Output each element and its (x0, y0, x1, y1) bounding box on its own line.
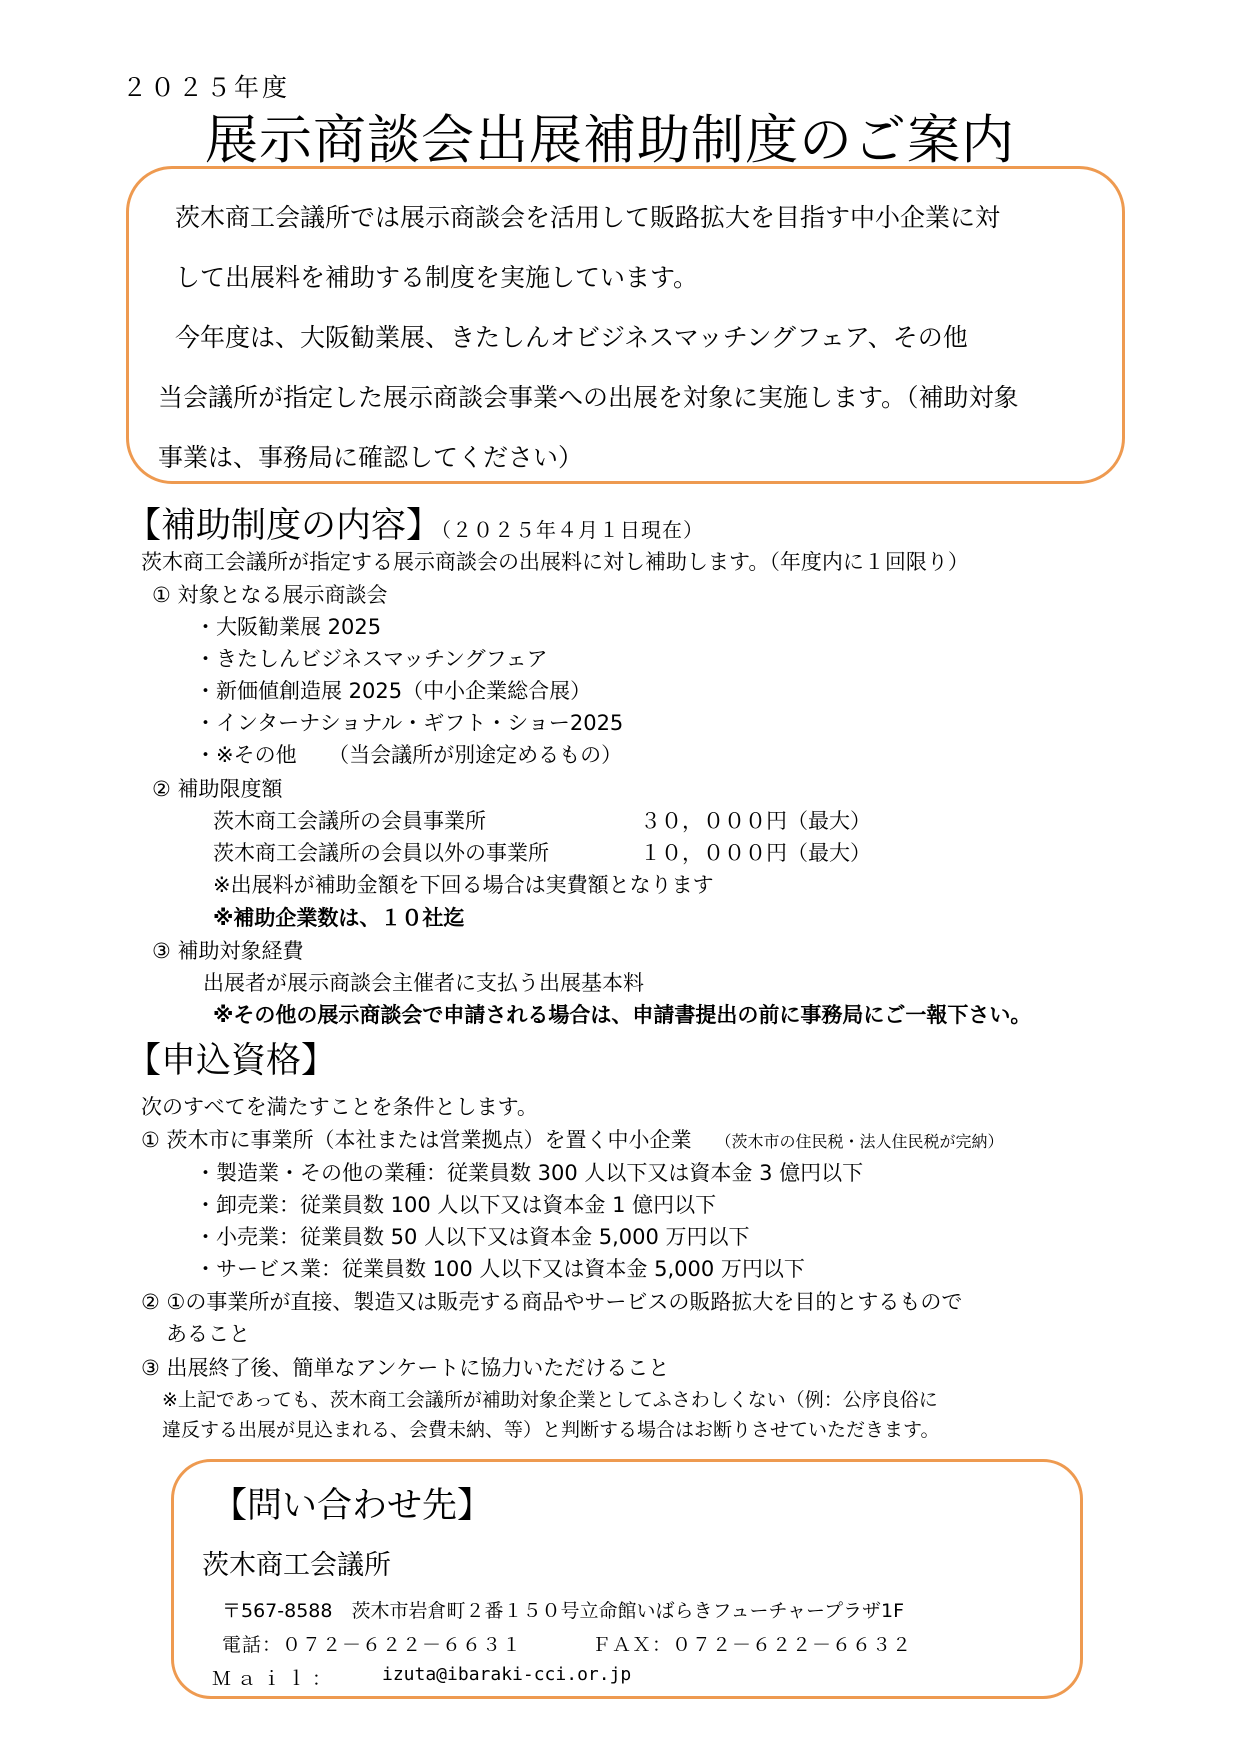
event-item: ・インターナショナル・ギフト・ショー2025 (195, 711, 624, 735)
refusal-note-1: ※上記であっても、茨木商工会議所が補助対象企業としてふさわしくない（例：公序良俗に (162, 1389, 938, 1411)
subsidy-heading-text: 【補助制度の内容】 (126, 506, 442, 546)
contact-heading: 【問い合わせ先】 (212, 1486, 493, 1526)
intro-line-4: 当会議所が指定した展示商談会事業への出展を対象に実施します。（補助対象 (158, 383, 1019, 412)
limit-label-nonmember: 茨木商工会議所の会員以外の事業所 (213, 841, 549, 865)
limit-amount-member: ３０，０００円（最大） (640, 809, 871, 833)
other-events-note: ※その他の展示商談会で申請される場合は、申請書提出の前に事務局にご一報下さい。 (213, 1003, 1032, 1027)
contact-fax: ＦＡＸ：０７２－６２２－６６３２ (592, 1634, 913, 1656)
intro-line-1: 茨木商工会議所では展示商談会を活用して販路拡大を目指す中小企業に対 (175, 203, 1001, 232)
intro-line-5: 事業は、事務局に確認してください） (158, 443, 584, 472)
industry-item: ・製造業・その他の業種：従業員数 300 人以下又は資本金 3 億円以下 (195, 1161, 864, 1185)
contact-address: 〒567-8588 茨木市岩倉町２番１５０号立命館いばらきフューチャープラザ1F (222, 1600, 905, 1622)
industry-item: ・卸売業：従業員数 100 人以下又は資本金 1 億円以下 (195, 1193, 717, 1217)
page-title: 展示商談会出展補助制度のご案内 (205, 110, 1015, 171)
event-item: ・新価値創造展 2025（中小企業総合展） (195, 679, 592, 703)
as-of-date: （２０２５年４月１日現在） (441, 518, 705, 542)
section-heading-subsidy (126, 498, 704, 548)
limit-amount-nonmember: １０，０００円（最大） (640, 841, 871, 865)
limit-label-member: 茨木商工会議所の会員事業所 (213, 809, 486, 833)
item-target-events: ① 対象となる展示商談会 (152, 583, 388, 607)
company-cap-note: ※補助企業数は、１０社迄 (213, 906, 465, 930)
industry-item: ・小売業：従業員数 50 人以下又は資本金 5,000 万円以下 (195, 1225, 750, 1249)
condition-1 (141, 1124, 1004, 1154)
fiscal-year: ２０２５年度 (122, 73, 291, 102)
mail-label: Ｍａｉｌ： (212, 1668, 338, 1690)
item-eligible-expenses: ③ 補助対象経費 (152, 939, 304, 963)
condition-1-note: （茨木市の住民税・法人住民税が完納） (715, 1132, 1004, 1151)
condition-2: ② ①の事業所が直接、製造又は販売する商品やサービスの販路拡大を目的とするもので (141, 1290, 963, 1314)
intro-line-3: 今年度は、大阪勧業展、きたしんオビジネスマッチングフェア、その他 (175, 323, 968, 352)
contact-email[interactable]: izuta@ibaraki-cci.or.jp (382, 1664, 632, 1685)
condition-1-text: ① 茨木市に事業所（本社または営業拠点）を置く中小企業 (141, 1128, 692, 1152)
intro-line-2: して出展料を補助する制度を実施しています。 (175, 263, 699, 292)
refusal-note-2: 違反する出展が見込まれる、会費未納、等）と判断する場合はお断りさせていただきます。 (162, 1419, 940, 1441)
condition-3: ③ 出展終了後、簡単なアンケートに協力いただけること (141, 1356, 670, 1380)
item-subsidy-limit: ② 補助限度額 (152, 777, 283, 801)
expense-text: 出展者が展示商談会主催者に支払う出展基本料 (203, 971, 644, 995)
eligibility-lead: 次のすべてを満たすことを条件とします。 (141, 1095, 538, 1119)
industry-item: ・サービス業：従業員数 100 人以下又は資本金 5,000 万円以下 (195, 1257, 805, 1281)
event-item: ・大阪勧業展 2025 (195, 615, 382, 639)
event-item: ・きたしんビジネスマッチングフェア (195, 647, 548, 671)
subsidy-lead: 茨木商工会議所が指定する展示商談会の出展料に対し補助します。（年度内に１回限り） (141, 550, 969, 574)
event-item: ・※その他 （当会議所が別途定めるもの） (195, 743, 623, 767)
contact-org: 茨木商工会議所 (202, 1550, 391, 1581)
condition-2-cont: あること (166, 1322, 250, 1346)
contact-phone: 電話：０７２－６２２－６６３１ (222, 1634, 523, 1656)
limit-note: ※出展料が補助金額を下回る場合は実費額となります (213, 873, 714, 897)
section-heading-eligibility: 【申込資格】 (126, 1041, 337, 1081)
